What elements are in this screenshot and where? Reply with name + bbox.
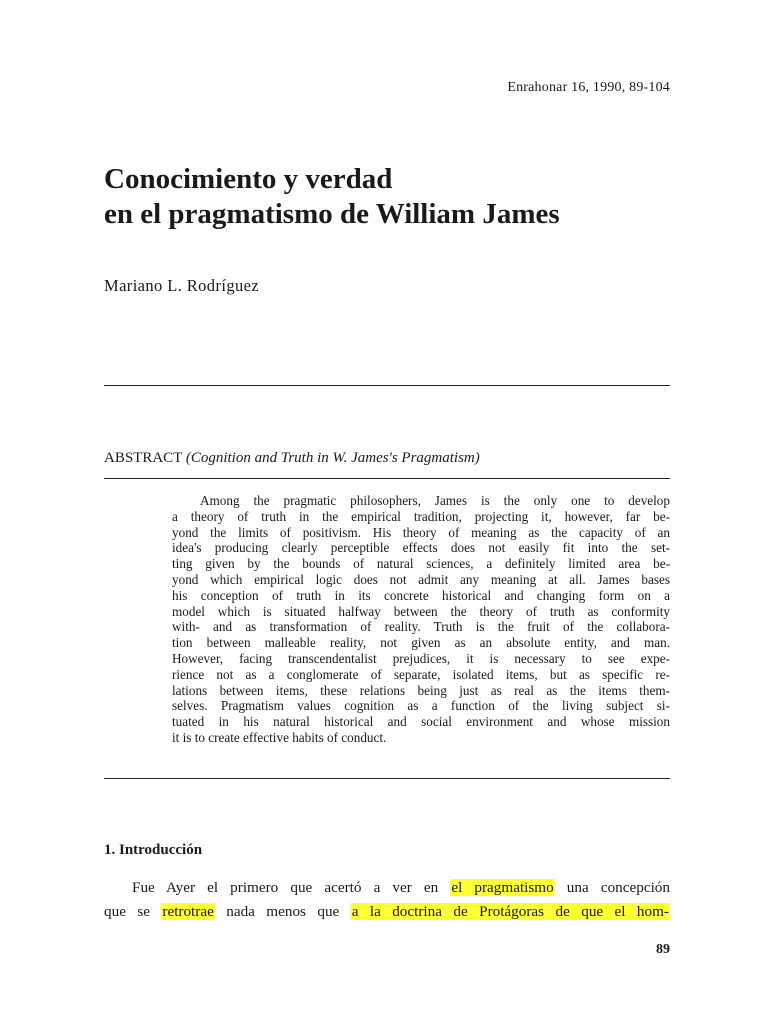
author-name: Mariano L. Rodríguez: [104, 276, 260, 295]
text-run: que se: [104, 903, 162, 920]
running-head: Enrahonar 16, 1990, 89-104: [507, 80, 670, 95]
divider-abstract: [104, 478, 670, 479]
abstract-line: with- and as transformation of reality. Truth is the fruit of the collabora-: [172, 619, 670, 635]
body-line-1: [104, 876, 670, 900]
abstract-line: yond the limits of positivism. His theory of meaning as the capacity of an: [172, 524, 670, 540]
abstract-line: ting given by the bounds of natural sciences, a definitely limited area be-: [172, 556, 670, 572]
abstract-line: model which is situated halfway between the theory of truth as conformity: [172, 603, 670, 619]
section-heading: 1. Introducción: [104, 842, 203, 858]
abstract-subtitle: (Cognition and Truth in W. James's Pragmatism): [185, 450, 480, 466]
abstract-line: rience not as a conglomerate of separate, isolated items, but as specific re-: [172, 666, 670, 682]
title-line-1: Conocimiento y verdad: [104, 163, 393, 195]
text-run: una concepción: [554, 879, 670, 896]
abstract-line: However, facing transcendentalist prejudices, it is necessary to see expe-: [172, 650, 670, 666]
abstract-line: selves. Pragmatism values cognition as a function of the living subject si-: [172, 698, 670, 714]
text-run: nada menos que: [214, 903, 351, 920]
title-line-2: en el pragmatismo de William James: [104, 198, 560, 230]
abstract-line: tion between malleable reality, not given as an absolute entity, and man.: [172, 635, 670, 651]
page-number: 89: [656, 942, 670, 957]
text-run: Fue Ayer el primero que acertó a ver en: [132, 879, 451, 896]
abstract-line: tuated in his natural historical and social environment and whose mission: [172, 714, 670, 730]
abstract-line: it is to create effective habits of conduct.: [172, 729, 387, 745]
abstract-label: ABSTRACT: [104, 450, 183, 466]
article-title: [104, 162, 684, 232]
body-line-2: [104, 900, 670, 924]
highlight[interactable]: el pragmatismo: [451, 879, 554, 896]
highlight[interactable]: a la doctrina de Protágoras de que el hom-: [351, 903, 669, 920]
abstract-line: lations between items, these relations being just as real as the items them-: [172, 682, 670, 698]
body-paragraph: [104, 876, 670, 924]
divider-top: [104, 385, 670, 386]
abstract-line: idea's producing clearly perceptible effects does not easily fit into the set-: [172, 540, 670, 556]
abstract-line: yond which empirical logic does not admit any meaning at all. James bases: [172, 571, 670, 587]
abstract-line: a theory of truth in the empirical tradition, projecting it, however, far be-: [172, 508, 670, 524]
abstract-line: his conception of truth in its concrete historical and changing form on a: [172, 587, 670, 603]
abstract-heading: [104, 450, 480, 467]
divider-bottom: [104, 778, 670, 779]
abstract-body: [172, 493, 670, 746]
abstract-line: Among the pragmatic philosophers, James is the only one to develop: [200, 493, 670, 508]
highlight[interactable]: retrotrae: [162, 903, 214, 920]
